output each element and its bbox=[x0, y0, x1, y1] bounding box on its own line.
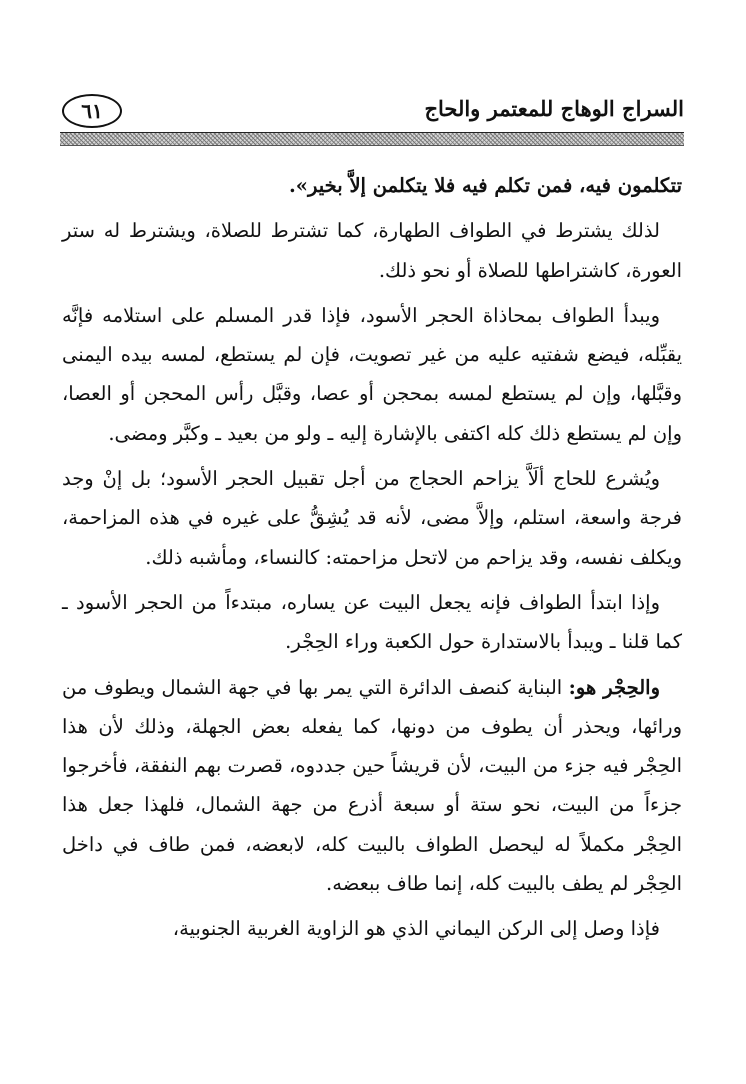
paragraph-6-text: البناية كنصف الدائرة التي يمر بها في جهة الشمال ويطوف من ورائها، ويحذر أن يطوف من دونها، كما يفعله بعض الجهلة، وذلك لأن هذا الحِجْر فيه جزء من البيت، لأن قريشاً حين جددوه، قصرت بهم النفقة، فأخرجوا جزءاً من البيت، نحو ستة أو سبعة أذرع من جهة الشمال، فلهذا جعل هذا الحِجْر مكملاً له ليحصل الطواف بالبيت كله، لابعضه، فمن طاف في داخل الحِجْر لم يطف بالبيت كله، إنما طاف ببعضه. bbox=[62, 675, 682, 896]
paragraph-3: ويبدأ الطواف بمحاذاة الحجر الأسود، فإذا قدر المسلم على استلامه فإنَّه يقبِّله، فيضع شفتيه عليه من غير تصويت، فإن لم يستطع، لمسه بيده اليمنى وقبَّلها، وإن لم يستطع لمسه بمحجن أو عصا، وقبَّل رأس المحجن أو العصا، وإن لم يستطع ذلك كله اكتفى بالإشارة إليه ـ ولو من بعيد ـ وكبَّر ومضى. bbox=[62, 303, 682, 445]
paragraph-7: فإذا وصل إلى الركن اليماني الذي هو الزاوية الغربية الجنوبية، bbox=[172, 917, 660, 941]
paragraph-1: تتكلمون فيه، فمن تكلم فيه فلا يتكلمن إلاَّ بخير». bbox=[289, 174, 682, 197]
body-text bbox=[62, 166, 682, 949]
header-rule bbox=[60, 132, 684, 146]
paragraph-2: لذلك يشترط في الطواف الطهارة، كما تشترط للصلاة، ويشترط له ستر العورة، كاشتراطها للصلاة أو نحو ذلك. bbox=[62, 219, 682, 282]
running-title: السراج الوهاج للمعتمر والحاج bbox=[424, 96, 684, 121]
paragraph-5: وإذا ابتدأ الطواف فإنه يجعل البيت عن يساره، مبتدءاً من الحجر الأسود ـ كما قلنا ـ ويبدأ بالاستدارة حول الكعبة وراء الحِجْر. bbox=[62, 590, 682, 654]
page-number: ٦١ bbox=[62, 94, 122, 128]
paragraph-6 bbox=[62, 668, 682, 904]
page-header bbox=[60, 94, 684, 130]
paragraph-4: ويُشرع للحاج ألَاَّ يزاحم الحجاج من أجل تقبيل الحجر الأسود؛ بل إنْ وجد فرجة واسعة، استلم، وإلاَّ مضى، لأنه قد يُشِقُّ على غيره في هذه المزاحمة، ويكلف نفسه، وقد يزاحم من لاتحل مزاحمته: كالنساء، ومأشبه ذلك. bbox=[62, 467, 682, 569]
paragraph-6-lead: والحِجْر هو: bbox=[568, 675, 660, 699]
